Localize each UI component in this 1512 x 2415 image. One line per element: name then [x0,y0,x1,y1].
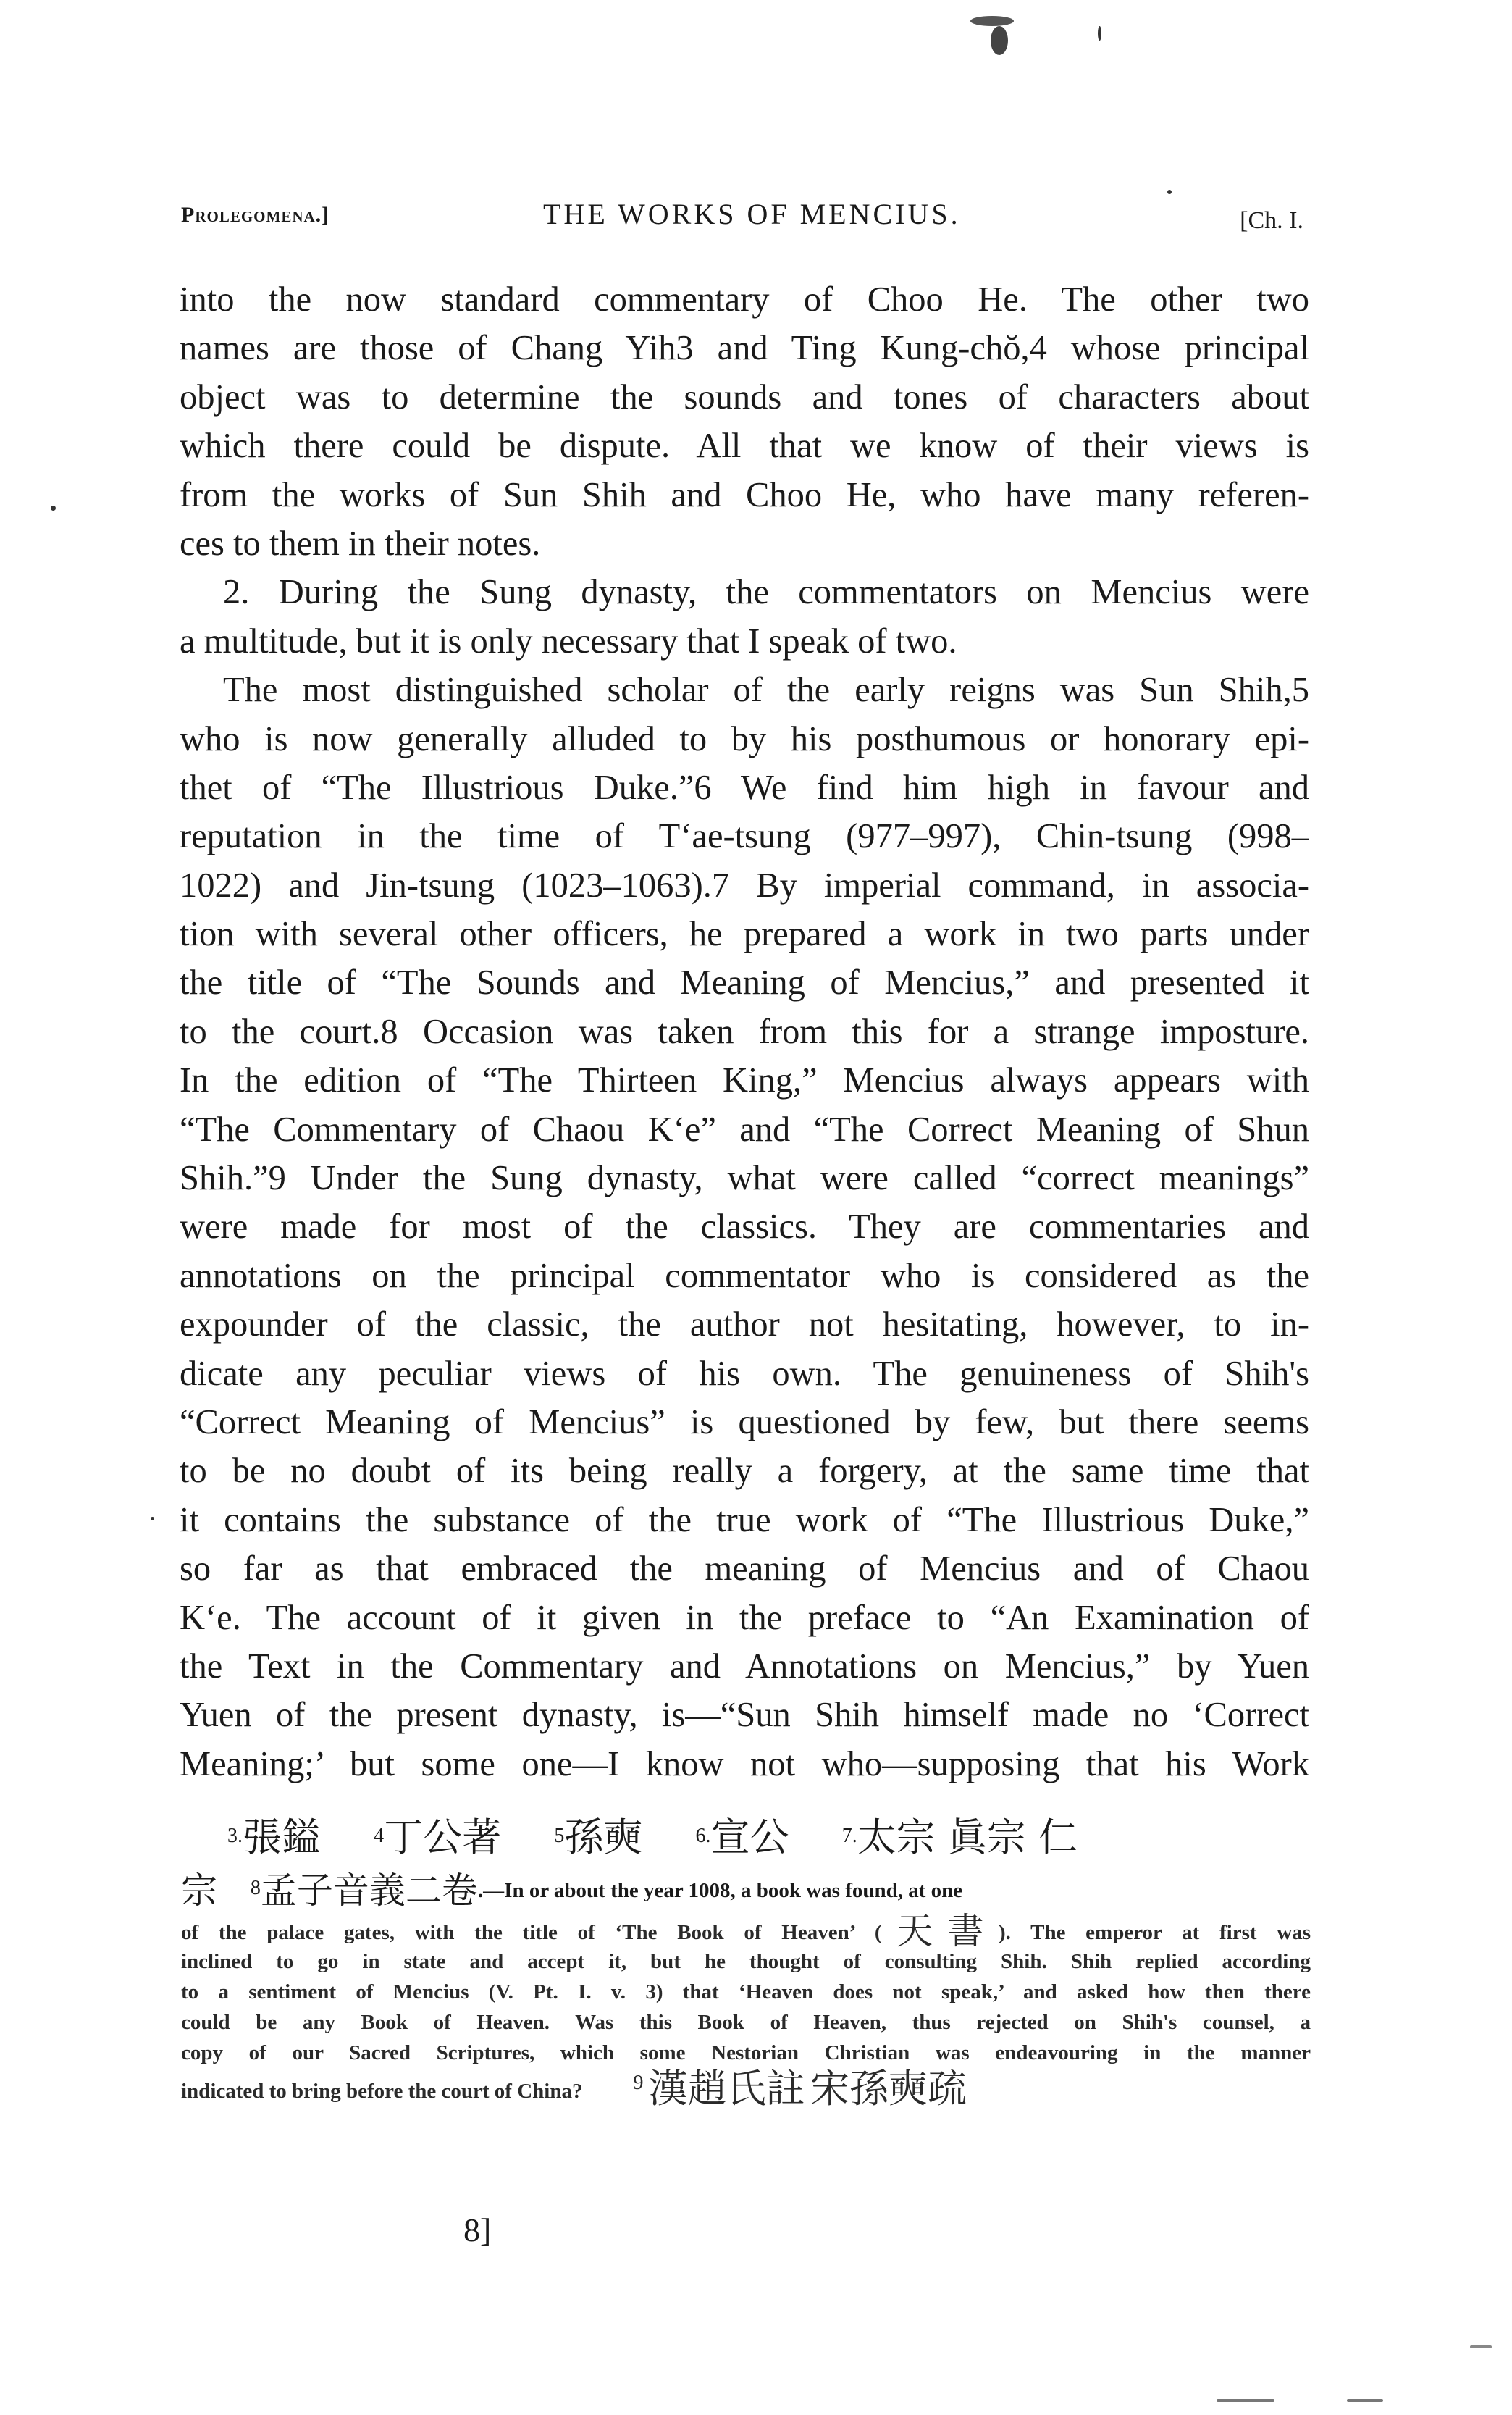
footnote-line: to a sentiment of Mencius (V. Pt. I. v. 3) that ‘Heaven does not speak,’ and asked how then there [181,1980,1311,2004]
text-line: who is now generally alluded to by his posthumous or honorary epi- [180,719,1309,758]
text-line: the title of “The Sounds and Meaning of Mencius,” and presented it [180,963,1309,1003]
text-line: it contains the substance of the true work of “The Illustrious Duke,” [180,1500,1309,1539]
footnote-line [181,1910,1311,1952]
text-line: 1022) and Jin-tsung (1023–1063).7 By imperial command, in associa- [180,866,1309,905]
footnote-line: inclined to go in state and accept it, but he thought of consulting Shih. Shih replied according [181,1950,1311,1973]
footnote-text: ). The emperor at first was [999,1921,1311,1944]
footnotes [181,1811,1311,2111]
text-line: The most distinguished scholar of the early reigns was Sun Shih,5 [223,671,1309,710]
chinese-characters: 孟子音義二卷 [260,1870,478,1912]
running-head [174,197,1303,240]
footnote-text: of the palace gates, with the title of ‘The Book of Heaven’ ( [181,1921,882,1944]
scan-mark [1098,26,1101,41]
scan-mark [151,1517,154,1520]
chinese-characters: 丁公著 [384,1815,502,1860]
text-line: reputation in the time of T‘ae-tsung (977–997), Chin-tsung (998– [180,817,1309,856]
scan-mark [1470,2345,1492,2348]
text-line: object was to determine the sounds and tones of characters about [180,377,1309,417]
footnote-cjk-line [181,1863,1311,1916]
page-number: 8] [463,2211,492,2248]
text-line: thet of “The Illustrious Duke.”6 We find him high in favour and [180,768,1309,807]
footnote-cjk-line [181,1811,1311,1863]
text-line: from the works of Sun Shih and Choo He, who have many referen- [180,475,1309,514]
chapter-label: [Ch. I. [1240,207,1303,234]
scan-mark [1167,190,1172,194]
text-line: “The Commentary of Chaou K‘e” and “The Correct Meaning of Shun [180,1110,1309,1149]
text-line: so far as that embraced the meaning of Mencius and of Chaou [180,1549,1309,1589]
scan-mark [1217,2399,1274,2402]
text-line: to the court.8 Occasion was taken from this for a strange imposture. [180,1012,1309,1051]
scan-mark [970,16,1014,26]
chinese-characters: 宋孫奭疏 [810,2066,967,2111]
footnote-marker: 8 [250,1877,261,1899]
footnote-marker: 4 [374,1825,385,1847]
text-line: Yuen of the present dynasty, is—“Sun Shih himself made no ‘Correct [180,1696,1309,1735]
chinese-characters: 太宗 [857,1815,936,1860]
footnote-text: indicated to bring before the court of China? [181,2080,583,2103]
section-label: Prolegomena.] [181,203,330,227]
footnote-line: copy of our Sacred Scriptures, which some Nestorian Christian was endeavouring in the manner [181,2041,1311,2064]
text-line: tion with several other officers, he prepared a work in two parts under [180,915,1309,954]
footnote-line: could be any Book of Heaven. Was this Book of Heaven, thus rejected on Shih's counsel, a [181,2011,1311,2034]
text-line: Shih.”9 Under the Sung dynasty, what were called “correct meanings” [180,1159,1309,1198]
text-line: “Correct Meaning of Mencius” is questioned by few, but there seems [180,1402,1309,1441]
footnote-marker: 7. [841,1825,857,1847]
text-line: Meaning;’ but some one—I know not who—supposing that his Work [180,1744,1309,1783]
chinese-characters: 天書 [881,1910,999,1952]
text-line: were made for most of the classics. They are commentaries and [180,1208,1309,1247]
footnote-marker: 9 [633,2072,644,2094]
chinese-characters: 宗 [181,1870,217,1912]
text-line: a multitude, but it is only necessary that I speak of two. [180,621,957,661]
text-line: which there could be dispute. All that we know of their views is [180,427,1309,466]
text-line: K‘e. The account of it given in the preface to “An Examination of [180,1598,1309,1637]
footnote-marker: 3. [227,1825,243,1847]
chinese-characters: 孫奭 [564,1815,643,1860]
scan-mark [991,26,1008,55]
chinese-characters: 宣公 [710,1815,789,1860]
text-line: to be no doubt of its being really a forgery, at the same time that [180,1452,1309,1491]
scan-mark [1347,2399,1383,2402]
text-line: ces to them in their notes. [180,524,541,563]
text-line: 2. During the Sung dynasty, the commentators on Mencius were [223,573,1309,612]
book-title: THE WORKS OF MENCIUS. [543,198,961,230]
text-line: annotations on the principal commentator who is considered as the [180,1256,1309,1295]
text-line: names are those of Chang Yih3 and Ting Kung-chŏ,4 whose principal [180,329,1309,368]
chinese-characters: 眞宗 [947,1815,1026,1860]
footnote-line [181,2068,1311,2111]
footnote-marker: 6. [695,1825,711,1847]
body-text [180,275,1309,1788]
text-line: In the edition of “The Thirteen King,” Mencius always appears with [180,1061,1309,1100]
text-line: into the now standard commentary of Choo He. The other two [180,280,1309,319]
chinese-characters: 張鎰 [243,1815,321,1860]
chinese-characters: 仁 [1038,1815,1078,1860]
chinese-characters: 漢趙氏註 [648,2066,805,2111]
scan-mark [51,506,56,511]
text-line: the Text in the Commentary and Annotations on Mencius,” by Yuen [180,1646,1309,1686]
text-line: expounder of the classic, the author not hesitating, however, to in- [180,1305,1309,1344]
text-line: dicate any peculiar views of his own. The genuineness of Shih's [180,1354,1309,1393]
footnote-text: .—In or about the year 1008, a book was found, at one [477,1879,963,1902]
footnote-marker: 5 [554,1825,565,1847]
footnote-paragraph [181,1910,1311,2111]
